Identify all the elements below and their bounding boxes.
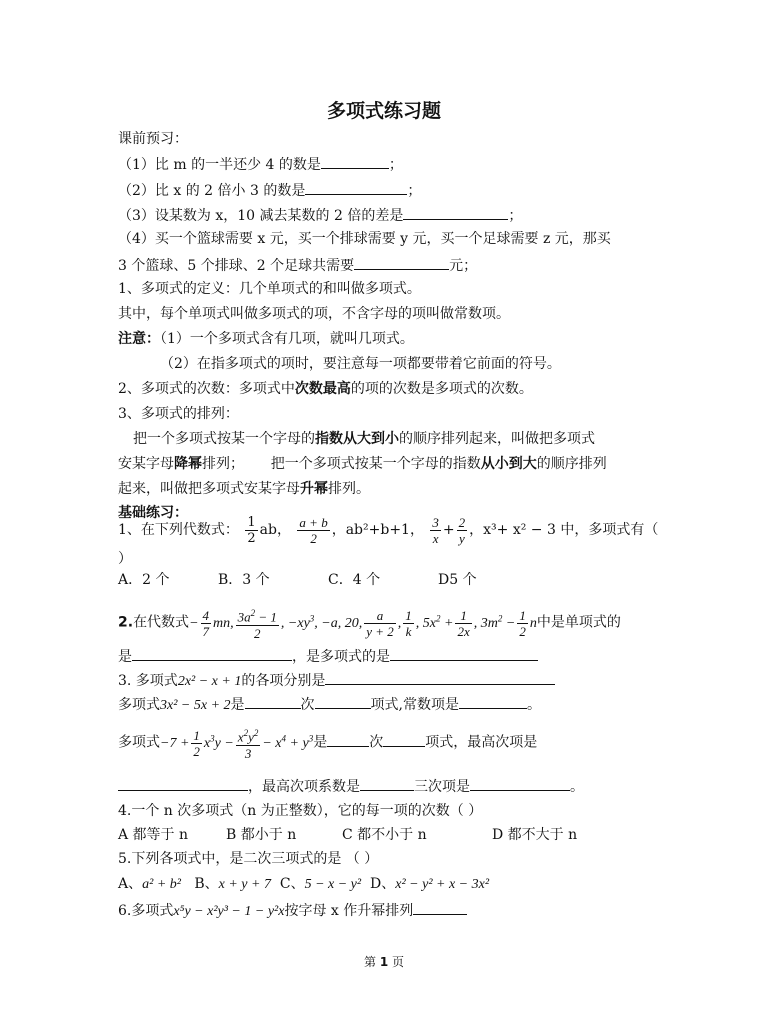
note-line1: 注意：（1）一个多项式含有几项，就叫几项式。 bbox=[118, 331, 414, 347]
answer-blank[interactable] bbox=[245, 694, 301, 709]
answer-blank[interactable] bbox=[403, 205, 508, 220]
preview-q1: （1）比 m 的一半还少 4 的数是 ； bbox=[118, 154, 403, 174]
exercise-4: 4.一个 n 次多项式（n 为正整数），它的每一项的次数（ ） bbox=[118, 803, 483, 819]
fraction: $\frac{3}{x}$ bbox=[432, 514, 439, 546]
option-d[interactable]: D5 个 bbox=[438, 572, 477, 588]
option-a[interactable]: A 都等于 n bbox=[118, 827, 189, 843]
answer-blank[interactable] bbox=[383, 732, 425, 747]
answer-blank[interactable] bbox=[354, 255, 449, 270]
note-label: 注意： bbox=[118, 331, 160, 347]
exercise-3d: ，最高次项系数是 三次项是 。 bbox=[118, 776, 584, 796]
page-footer: 第 1 页 bbox=[363, 955, 405, 969]
answer-blank[interactable] bbox=[325, 670, 555, 685]
answer-blank[interactable] bbox=[132, 646, 292, 661]
degree-line: 2、多项式的次数：多项式中次数最高的项的次数是多项式的次数。 bbox=[118, 381, 533, 397]
exercise-3: 3. 多项式2x² − x + 1的各项分别是 bbox=[118, 670, 555, 691]
exercise-5: 5.下列各项式中，是二次三项式的是 （ ） bbox=[118, 851, 379, 867]
answer-blank[interactable] bbox=[459, 694, 527, 709]
fraction: $\frac{2}{y}$ bbox=[458, 514, 466, 546]
fraction: $\frac{1}{2}$ bbox=[247, 514, 256, 546]
expression: −7 + $\frac{1}{2}$ $x^3y$ − $\frac{x^2y^2}{3}$ − $x^4 + y^3$ bbox=[160, 727, 314, 761]
page-number: 1 bbox=[379, 955, 389, 969]
answer-blank[interactable] bbox=[413, 900, 467, 915]
exercise-6: 6.多项式x⁵y − x²y³ − 1 − y²x按字母 x 作升幂排列 bbox=[118, 900, 467, 921]
option-d[interactable]: D 都不大于 n bbox=[492, 827, 578, 843]
option-c[interactable]: C．4 个 bbox=[328, 572, 381, 588]
arrangement-line1: 把一个多项式按某一个字母的指数从大到小的顺序排列起来，叫做把多项式 bbox=[133, 431, 595, 447]
fraction: $\frac{a + b}{2}$ bbox=[299, 514, 328, 546]
answer-blank[interactable] bbox=[305, 180, 407, 195]
definition-line: 1、多项式的定义：几个单项式的和叫做多项式。 bbox=[118, 281, 421, 297]
exercise-4-options bbox=[118, 826, 577, 844]
option-d[interactable]: D、x² − y² + x − 3x² bbox=[370, 876, 490, 892]
answer-blank[interactable] bbox=[470, 776, 570, 791]
exercise-3b: 多项式3x² − 5x + 2是 次 项式,常数项是 。 bbox=[118, 694, 541, 715]
basics-heading: 基础练习： bbox=[118, 505, 188, 521]
answer-blank[interactable] bbox=[118, 776, 248, 791]
option-b[interactable]: B 都小于 n bbox=[226, 827, 297, 843]
option-a[interactable]: A．2 个 bbox=[118, 572, 170, 588]
option-c[interactable]: C、5 − x − y² bbox=[279, 876, 362, 892]
exercise-3c: 多项式−7 + $\frac{1}{2}$ $x^3y$ − $\frac{x^2y^2}{3}$ − $x^4 + y^3$是 次 项式，最高次项是 bbox=[118, 727, 538, 761]
option-b[interactable]: B、x + y + 7 bbox=[194, 876, 271, 892]
exercise-2: 2.在代数式− $\frac{4}{7}$ mn, $\frac{3a^2 - 1}{2}$ , $-xy^3$, −a, 20, $\frac{a}{y + 2}$ , $\frac{1}{k}$ , $5x^2$ + $\frac{1}{2x}$ , $3m^2$ − $\frac{1}{2}$ n中是单项式的 bbox=[118, 607, 621, 641]
preview-heading: 课前预习： bbox=[118, 131, 188, 147]
answer-blank[interactable] bbox=[315, 694, 371, 709]
exercise-1-options bbox=[118, 571, 477, 589]
arrangement-title: 3、多项式的排列： bbox=[118, 406, 239, 422]
exercise-2-line2: 是 ，是多项式的是 bbox=[118, 646, 538, 666]
page-title: 多项式练习题 bbox=[326, 100, 441, 122]
expression: − $\frac{4}{7}$ mn, $\frac{3a^2 - 1}{2}$ , $-xy^3$, −a, 20, $\frac{a}{y + 2}$ , $\frac{1}{k}$ , $5x^2$ + $\frac{1}{2x}$ , $3m^2$ − $\frac{1}{2}$ n bbox=[189, 607, 537, 641]
note-line2: （2）在指多项式的项时，要注意每一项都要带着它前面的符号。 bbox=[160, 356, 561, 372]
arrangement-line3: 起来，叫做把多项式安某字母升幂排列。 bbox=[118, 481, 370, 497]
exercise-1-close: ） bbox=[118, 551, 132, 567]
arrangement-line2: 安某字母降幂排列； 把一个多项式按某一个字母的指数从小到大的顺序排列 bbox=[118, 456, 607, 472]
answer-blank[interactable] bbox=[321, 154, 389, 169]
answer-blank[interactable] bbox=[327, 732, 369, 747]
option-a[interactable]: A、a² + b² bbox=[118, 876, 181, 892]
preview-q3: （3）设某数为 x，10 减去某数的 2 倍的差是 ； bbox=[118, 205, 522, 225]
option-b[interactable]: B．3 个 bbox=[218, 572, 270, 588]
exercise-5-options bbox=[118, 875, 489, 894]
answer-blank[interactable] bbox=[390, 646, 538, 661]
exercise-1: 1、在下列代数式： $\frac{1}{2}$ ab， $\frac{a + b}{2}$ ，ab²+b+1， $\frac{3}{x}$ + $\frac{2}{y}$ ，x³+ x² − 3 中，多项式有（ bbox=[118, 514, 659, 546]
option-c[interactable]: C 都不小于 n bbox=[342, 827, 427, 843]
preview-q4-line1: （4）买一个篮球需要 x 元，买一个排球需要 y 元，买一个足球需要 z 元，那买 bbox=[118, 231, 611, 247]
answer-blank[interactable] bbox=[360, 776, 414, 791]
preview-q4-line2: 3 个篮球、5 个排球、2 个足球共需要 元； bbox=[118, 255, 477, 275]
preview-q2: （2）比 x 的 2 倍小 3 的数是 ； bbox=[118, 180, 421, 200]
terms-line: 其中，每个单项式叫做多项式的项，不含字母的项叫做常数项。 bbox=[118, 306, 510, 322]
